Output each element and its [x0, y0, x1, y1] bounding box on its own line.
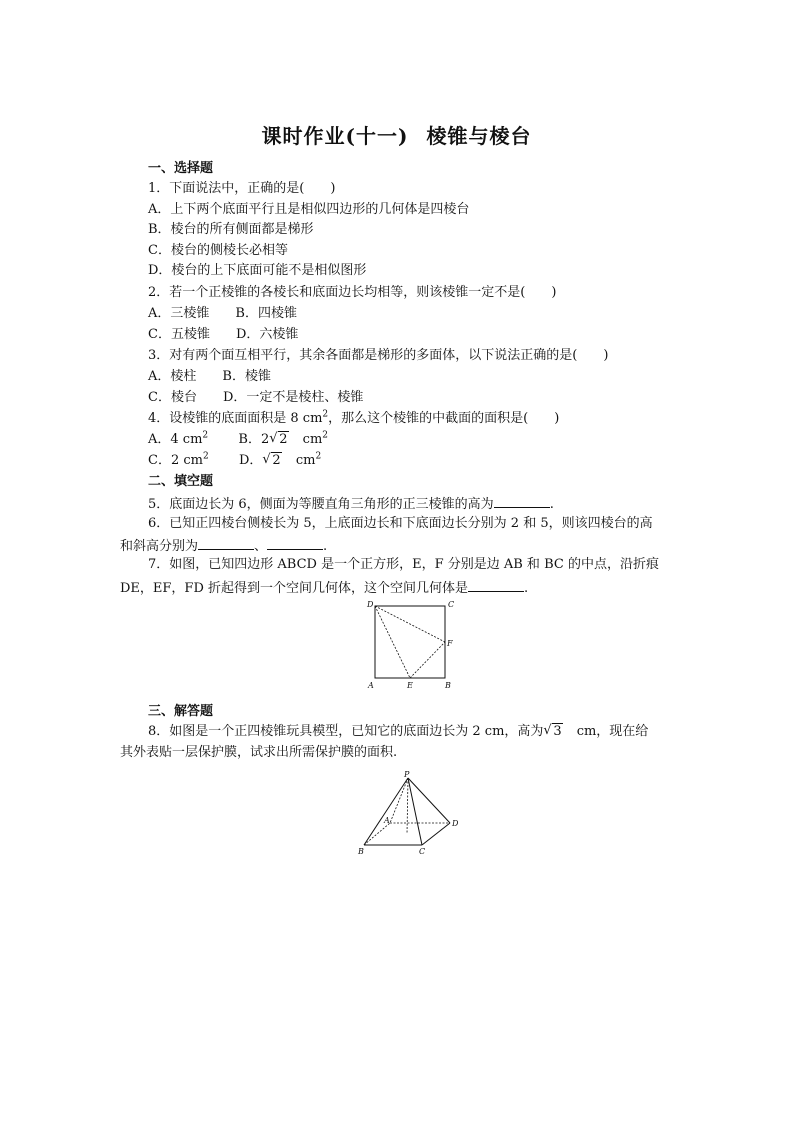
sqrt-symbol: √ 2: [262, 452, 281, 468]
label-A: A: [384, 816, 390, 825]
label-D: D: [452, 819, 459, 828]
page-title: [0, 120, 793, 149]
label-F: F: [447, 639, 453, 648]
q7-line1: 7．如图，已知四边形 ABCD 是一个正方形，E，F 分别是边 AB 和 BC 的中点，沿折痕: [148, 557, 659, 572]
answer-blank[interactable]: [198, 537, 254, 550]
q3-options-ab: A．棱柱 B．棱锥: [148, 369, 271, 384]
q4-stem: 4．设棱锥的底面面积是 8 $cm^2$，那么这个棱锥的中截面的面积是( ): [148, 409, 560, 426]
sqrt-symbol: √ 2: [269, 431, 288, 447]
label-P: P: [404, 770, 410, 779]
q8-line2: 其外表贴一层保护膜，试求出所需保护膜的面积.: [120, 745, 398, 760]
q3-options-cd: C．棱台 D．一定不是棱柱、棱锥: [148, 390, 364, 405]
q4-option-b: B．2: [238, 432, 270, 447]
q2-stem: 2．若一个正棱锥的各棱长和底面边长均相等，则该棱锥一定不是( ): [148, 285, 557, 300]
answer-blank[interactable]: [267, 537, 323, 550]
answer-blank[interactable]: [494, 495, 550, 508]
label-B: B: [445, 681, 451, 690]
label-C: C: [448, 600, 455, 609]
square-fold-figure: [366, 598, 456, 692]
title-main: 课时作业(十一): [261, 124, 409, 148]
q4-options-ab: A．4 $cm^2$ B．2 √ 2 $cm^2$: [148, 430, 329, 447]
q6-line2: 和斜高分别为 、 .: [120, 539, 328, 554]
label-E: E: [407, 681, 413, 690]
q4-option-a: A．4 cm: [148, 432, 203, 447]
q1-option-d: D．棱台的上下底面可能不是相似图形: [148, 263, 367, 278]
q1-option-c: C．棱台的侧棱长必相等: [148, 243, 288, 258]
pyramid-figure: [356, 768, 466, 858]
q2-options-cd: C．五棱锥 D．六棱锥: [148, 327, 299, 342]
answer-blank[interactable]: [468, 579, 524, 592]
label-B: B: [358, 847, 364, 856]
q8-line1: 8．如图是一个正四棱锥玩具模型，已知它的底面边长为 2 cm，高为 √ 3 cm，现在给: [148, 723, 649, 739]
q1-stem: 1．下面说法中，正确的是( ): [148, 181, 336, 196]
q5-text: 5．底面边长为 6，侧面为等腰直角三角形的正三棱锥的高为 .: [148, 497, 554, 512]
q4-options-cd: C．2 $cm^2$ D． √ 2 $cm^2$: [148, 451, 322, 468]
q3-stem: 3．对有两个面互相平行，其余各面都是梯形的多面体，以下说法正确的是( ): [148, 348, 609, 363]
q1-option-b: B．棱台的所有侧面都是梯形: [148, 222, 314, 237]
sqrt-symbol: √ 3: [543, 723, 562, 739]
q6-line1: 6．已知正四棱台侧棱长为 5，上底面边长和下底面边长分别为 2 和 5，则该四棱台的高: [148, 516, 653, 531]
q2-options-ab: A．三棱锥 B．四棱锥: [148, 306, 297, 321]
title-sub: 棱锥与棱台: [426, 124, 532, 148]
label-A: A: [368, 681, 374, 690]
section-answer: 三、解答题: [148, 704, 214, 719]
q4-option-d: D．: [238, 453, 263, 468]
q1-option-a: A．上下两个底面平行且是相似四边形的几何体是四棱台: [148, 202, 470, 217]
q4-option-c: C．2 cm: [148, 453, 203, 468]
label-D: D: [367, 600, 374, 609]
label-C: C: [419, 847, 426, 856]
section-choice: 一、选择题: [148, 161, 214, 176]
section-fill: 二、填空题: [148, 474, 214, 489]
q7-line2: DE，EF，FD 折起得到一个空间几何体，这个空间几何体是 .: [120, 581, 529, 596]
